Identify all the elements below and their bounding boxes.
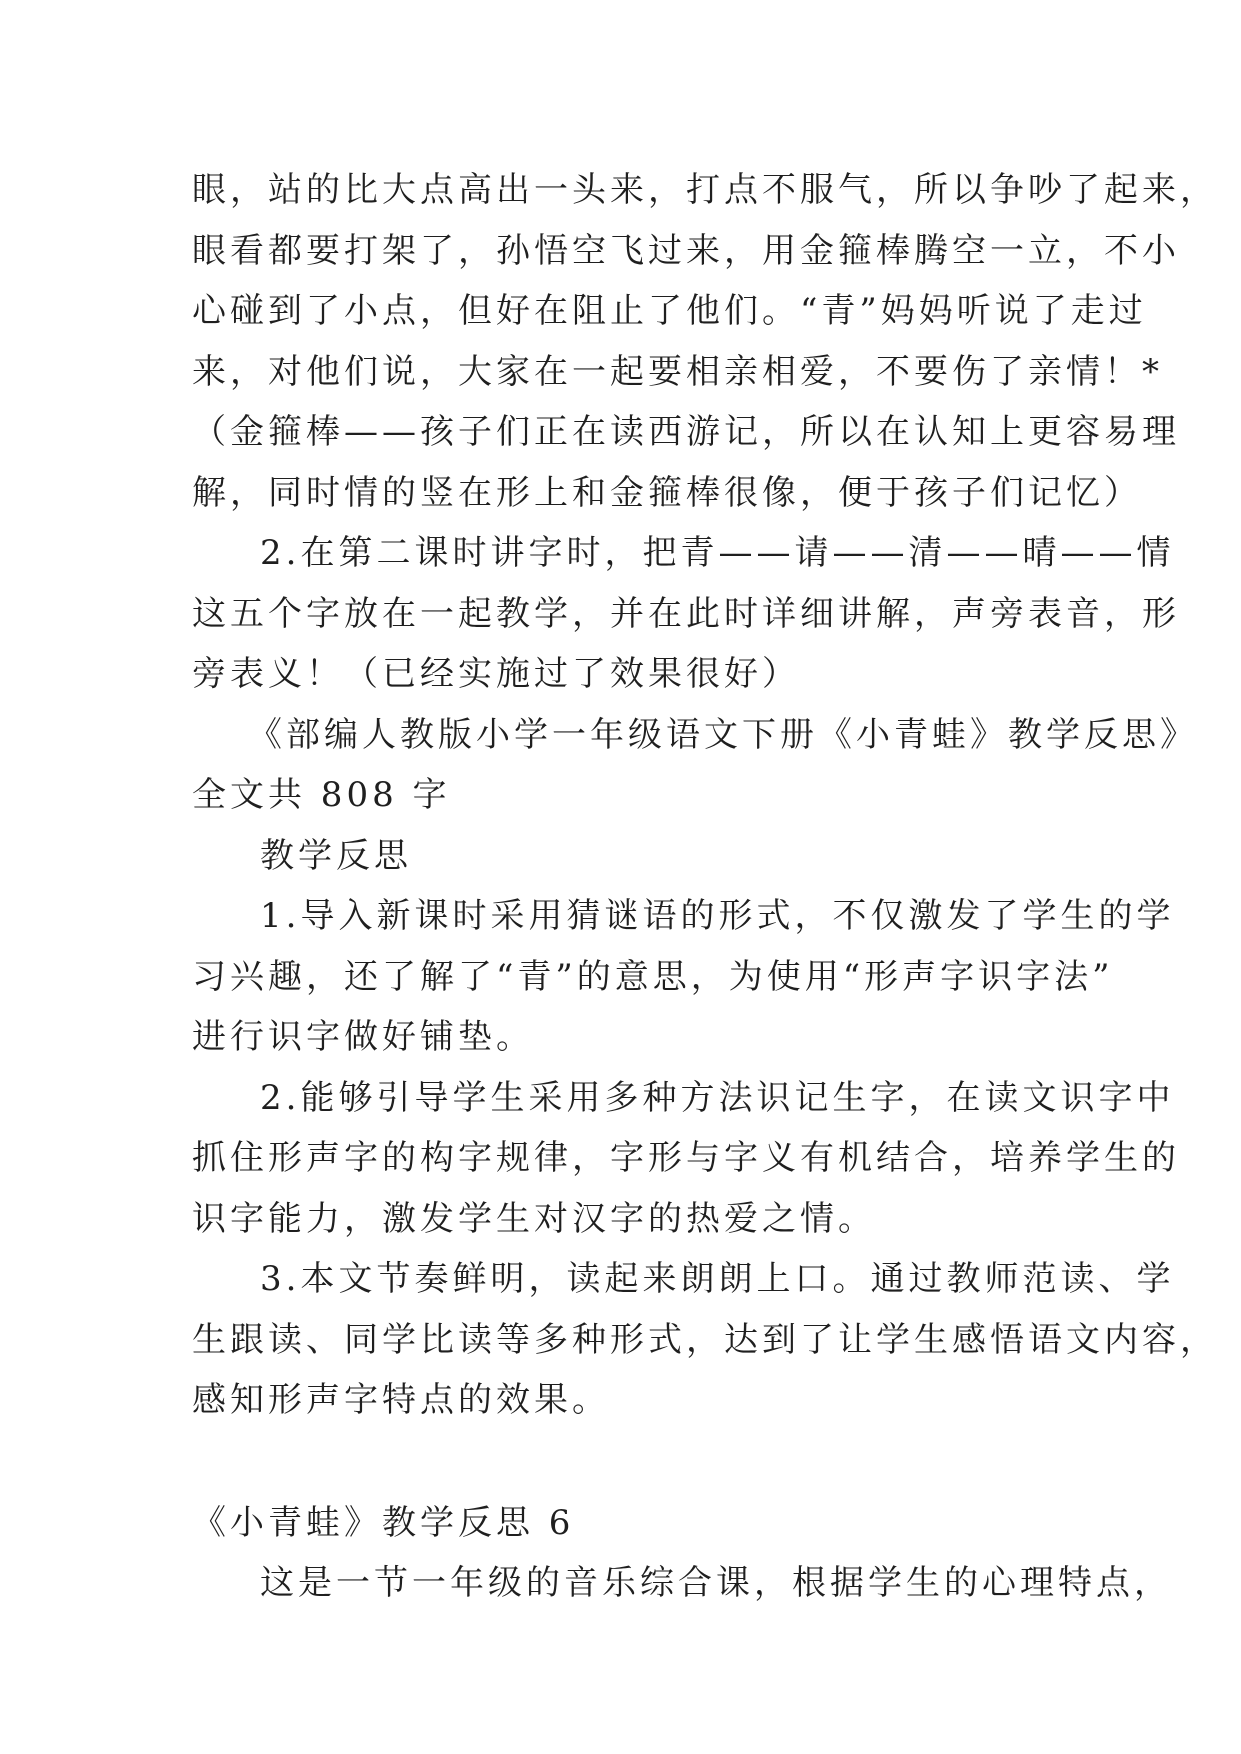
document-body bbox=[192, 160, 1218, 1614]
text-line: 心碰到了小点，但好在阻止了他们。“青”妈妈听说了走过 bbox=[192, 291, 1147, 331]
paragraph-first-line: 这是一节一年级的音乐综合课，根据学生的心理特点， bbox=[260, 1563, 1172, 1603]
paragraph-first-line: 2.在第二课时讲字时，把青——请——清——晴——情 bbox=[260, 533, 1175, 573]
paragraph-first-line: 2.能够引导学生采用多种方法识记生字，在读文识字中 bbox=[260, 1077, 1175, 1118]
text-line: 解，同时情的竖在形上和金箍棒很像，便于孩子们记忆） bbox=[192, 472, 1142, 513]
section-heading: 教学反思 bbox=[260, 835, 412, 876]
word-count-line: 全文共 808 字 bbox=[192, 775, 451, 815]
text-line: 眼看都要打架了，孙悟空飞过来，用金箍棒腾空一立，不小 bbox=[192, 230, 1180, 271]
text-line: 进行识字做好铺垫。 bbox=[192, 1017, 534, 1057]
text-line: 生跟读、同学比读等多种形式，达到了让学生感悟语文内容， bbox=[192, 1319, 1218, 1360]
text-line: （金箍棒——孩子们正在读西游记，所以在认知上更容易理 bbox=[192, 412, 1180, 452]
text-line: 这五个字放在一起教学，并在此时详细讲解，声旁表音，形 bbox=[192, 593, 1180, 634]
text-line: 眼，站的比大点高出一头来，打点不服气，所以争吵了起来， bbox=[192, 170, 1218, 210]
text-line: 习兴趣，还了解了“青”的意思，为使用“形声字识字法” bbox=[192, 956, 1114, 997]
text-line: 感知形声字特点的效果。 bbox=[192, 1380, 610, 1420]
paragraph-first-line: 1.导入新课时采用猜谜语的形式，不仅激发了学生的学 bbox=[260, 896, 1175, 936]
paragraph-first-line: 3.本文节奏鲜明，读起来朗朗上口。通过教师范读、学 bbox=[260, 1259, 1175, 1299]
text-line: 抓住形声字的构字规律，字形与字义有机结合，培养学生的 bbox=[192, 1138, 1180, 1178]
text-line: 来，对他们说，大家在一起要相亲相爱，不要伤了亲情！* bbox=[192, 351, 1163, 392]
section-spacer bbox=[192, 1431, 1052, 1493]
text-line: 识字能力，激发学生对汉字的热爱之情。 bbox=[192, 1198, 876, 1239]
document-title-line: 《部编人教版小学一年级语文下册《小青蛙》教学反思》 bbox=[248, 714, 1198, 755]
section-title: 《小青蛙》教学反思 6 bbox=[192, 1502, 575, 1543]
text-line: 旁表义！（已经实施过了效果很好） bbox=[192, 654, 800, 694]
